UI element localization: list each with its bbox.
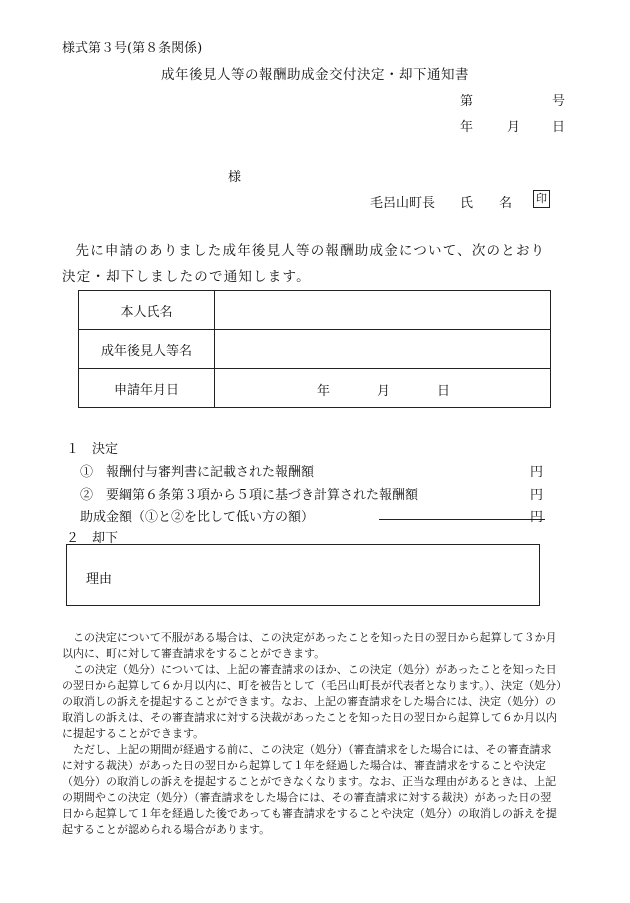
doc-number-suffix: 号 — [552, 94, 566, 109]
appeal-notice-paragraph-1: この決定について不服がある場合は、この決定があったことを知った日の翌日から起算して３か月以内に、町に対して審査請求をすることができます。 — [62, 631, 557, 660]
decision-heading: １ 決定 — [66, 442, 119, 457]
rejection-heading: ２ 却下 — [66, 531, 119, 546]
doc-number-prefix: 第 — [460, 94, 474, 109]
intro-line-1: 先に申請のありました成年後見人等の報酬助成金について、次のとおり — [75, 243, 546, 259]
decision-item-2: ② 要綱第６条第３項から５項に基づき計算された報酬額 — [80, 488, 419, 503]
label-person-name: 本人氏名 — [79, 291, 215, 330]
sender-title: 毛呂山町長 — [370, 196, 436, 211]
label-application-date: 申請年月日 — [79, 369, 215, 408]
applicant-info-table — [78, 290, 551, 408]
value-application-date[interactable] — [215, 369, 551, 408]
subsidy-amount-line[interactable] — [379, 519, 545, 520]
issue-date-day: 日 — [552, 120, 566, 135]
value-person-name[interactable] — [215, 291, 551, 330]
appeal-notice — [62, 630, 562, 838]
appeal-notice-paragraph-2: この決定（処分）については、上記の審査請求のほか、この決定（処分）があったことを知った日の翌日から起算して６か月以内に、町を被告として（毛呂山町長が代表者となります。）、決定（処分）の取消しの訴えを提起することができます。なお、上記の審査請求をした場合には、決定（処分）の取消しの訴えは、その審査請求に対する決裁があったことを知った日の翌日から起算して６か月以内に提起することができます。 — [62, 663, 562, 740]
document-title: 成年後見人等の報酬助成金交付決定・却下通知書 — [161, 67, 469, 83]
recipient-honorific: 様 — [228, 170, 242, 185]
label-guardian-name: 成年後見人等名 — [79, 330, 215, 369]
value-guardian-name[interactable] — [215, 330, 551, 369]
decision-item-2-unit: 円 — [530, 488, 544, 503]
decision-item-1: ① 報酬付与審判書に記載された報酬額 — [80, 465, 315, 480]
decision-item-1-unit: 円 — [530, 465, 544, 480]
table-row — [79, 291, 551, 330]
application-date-year: 年 — [317, 384, 331, 399]
subsidy-amount-label: 助成金額（①と②を比して低い方の額） — [80, 510, 315, 525]
issue-date-year: 年 — [460, 120, 474, 135]
intro-paragraph — [62, 238, 562, 290]
application-date-month: 月 — [377, 384, 391, 399]
subsidy-amount-unit: 円 — [530, 510, 544, 525]
rejection-reason-label: 理由 — [86, 572, 113, 587]
table-row — [79, 330, 551, 369]
appeal-notice-paragraph-3: ただし、上記の期間が経過する前に、この決定（処分）（審査請求をした場合には、その審査請求に対する裁決）があった日の翌日から起算して１年を経過した場合は、審査請求をすることや決定（処分）の取消しの訴えを提起することができなくなります。なお、正当な理由があるときは、上記の期間やこの決定（処分）（審査請求をした場合には、その審査請求に対する裁決）があった日の翌日から起算して１年を経過した後であっても審査請求をすることや決定（処分）の取消しの訴えを提起することが認められる場合があります。 — [62, 743, 557, 836]
rejection-reason-box[interactable] — [66, 544, 540, 606]
sender-name-label: 氏 名 — [460, 196, 513, 211]
form-number: 様式第３号(第８条関係) — [62, 41, 203, 56]
intro-line-2: 決定・却下しましたので通知します。 — [62, 269, 311, 285]
issue-date-month: 月 — [507, 120, 521, 135]
application-date-day: 日 — [437, 384, 451, 399]
seal-mark: 印 — [533, 190, 550, 208]
table-row — [79, 369, 551, 408]
